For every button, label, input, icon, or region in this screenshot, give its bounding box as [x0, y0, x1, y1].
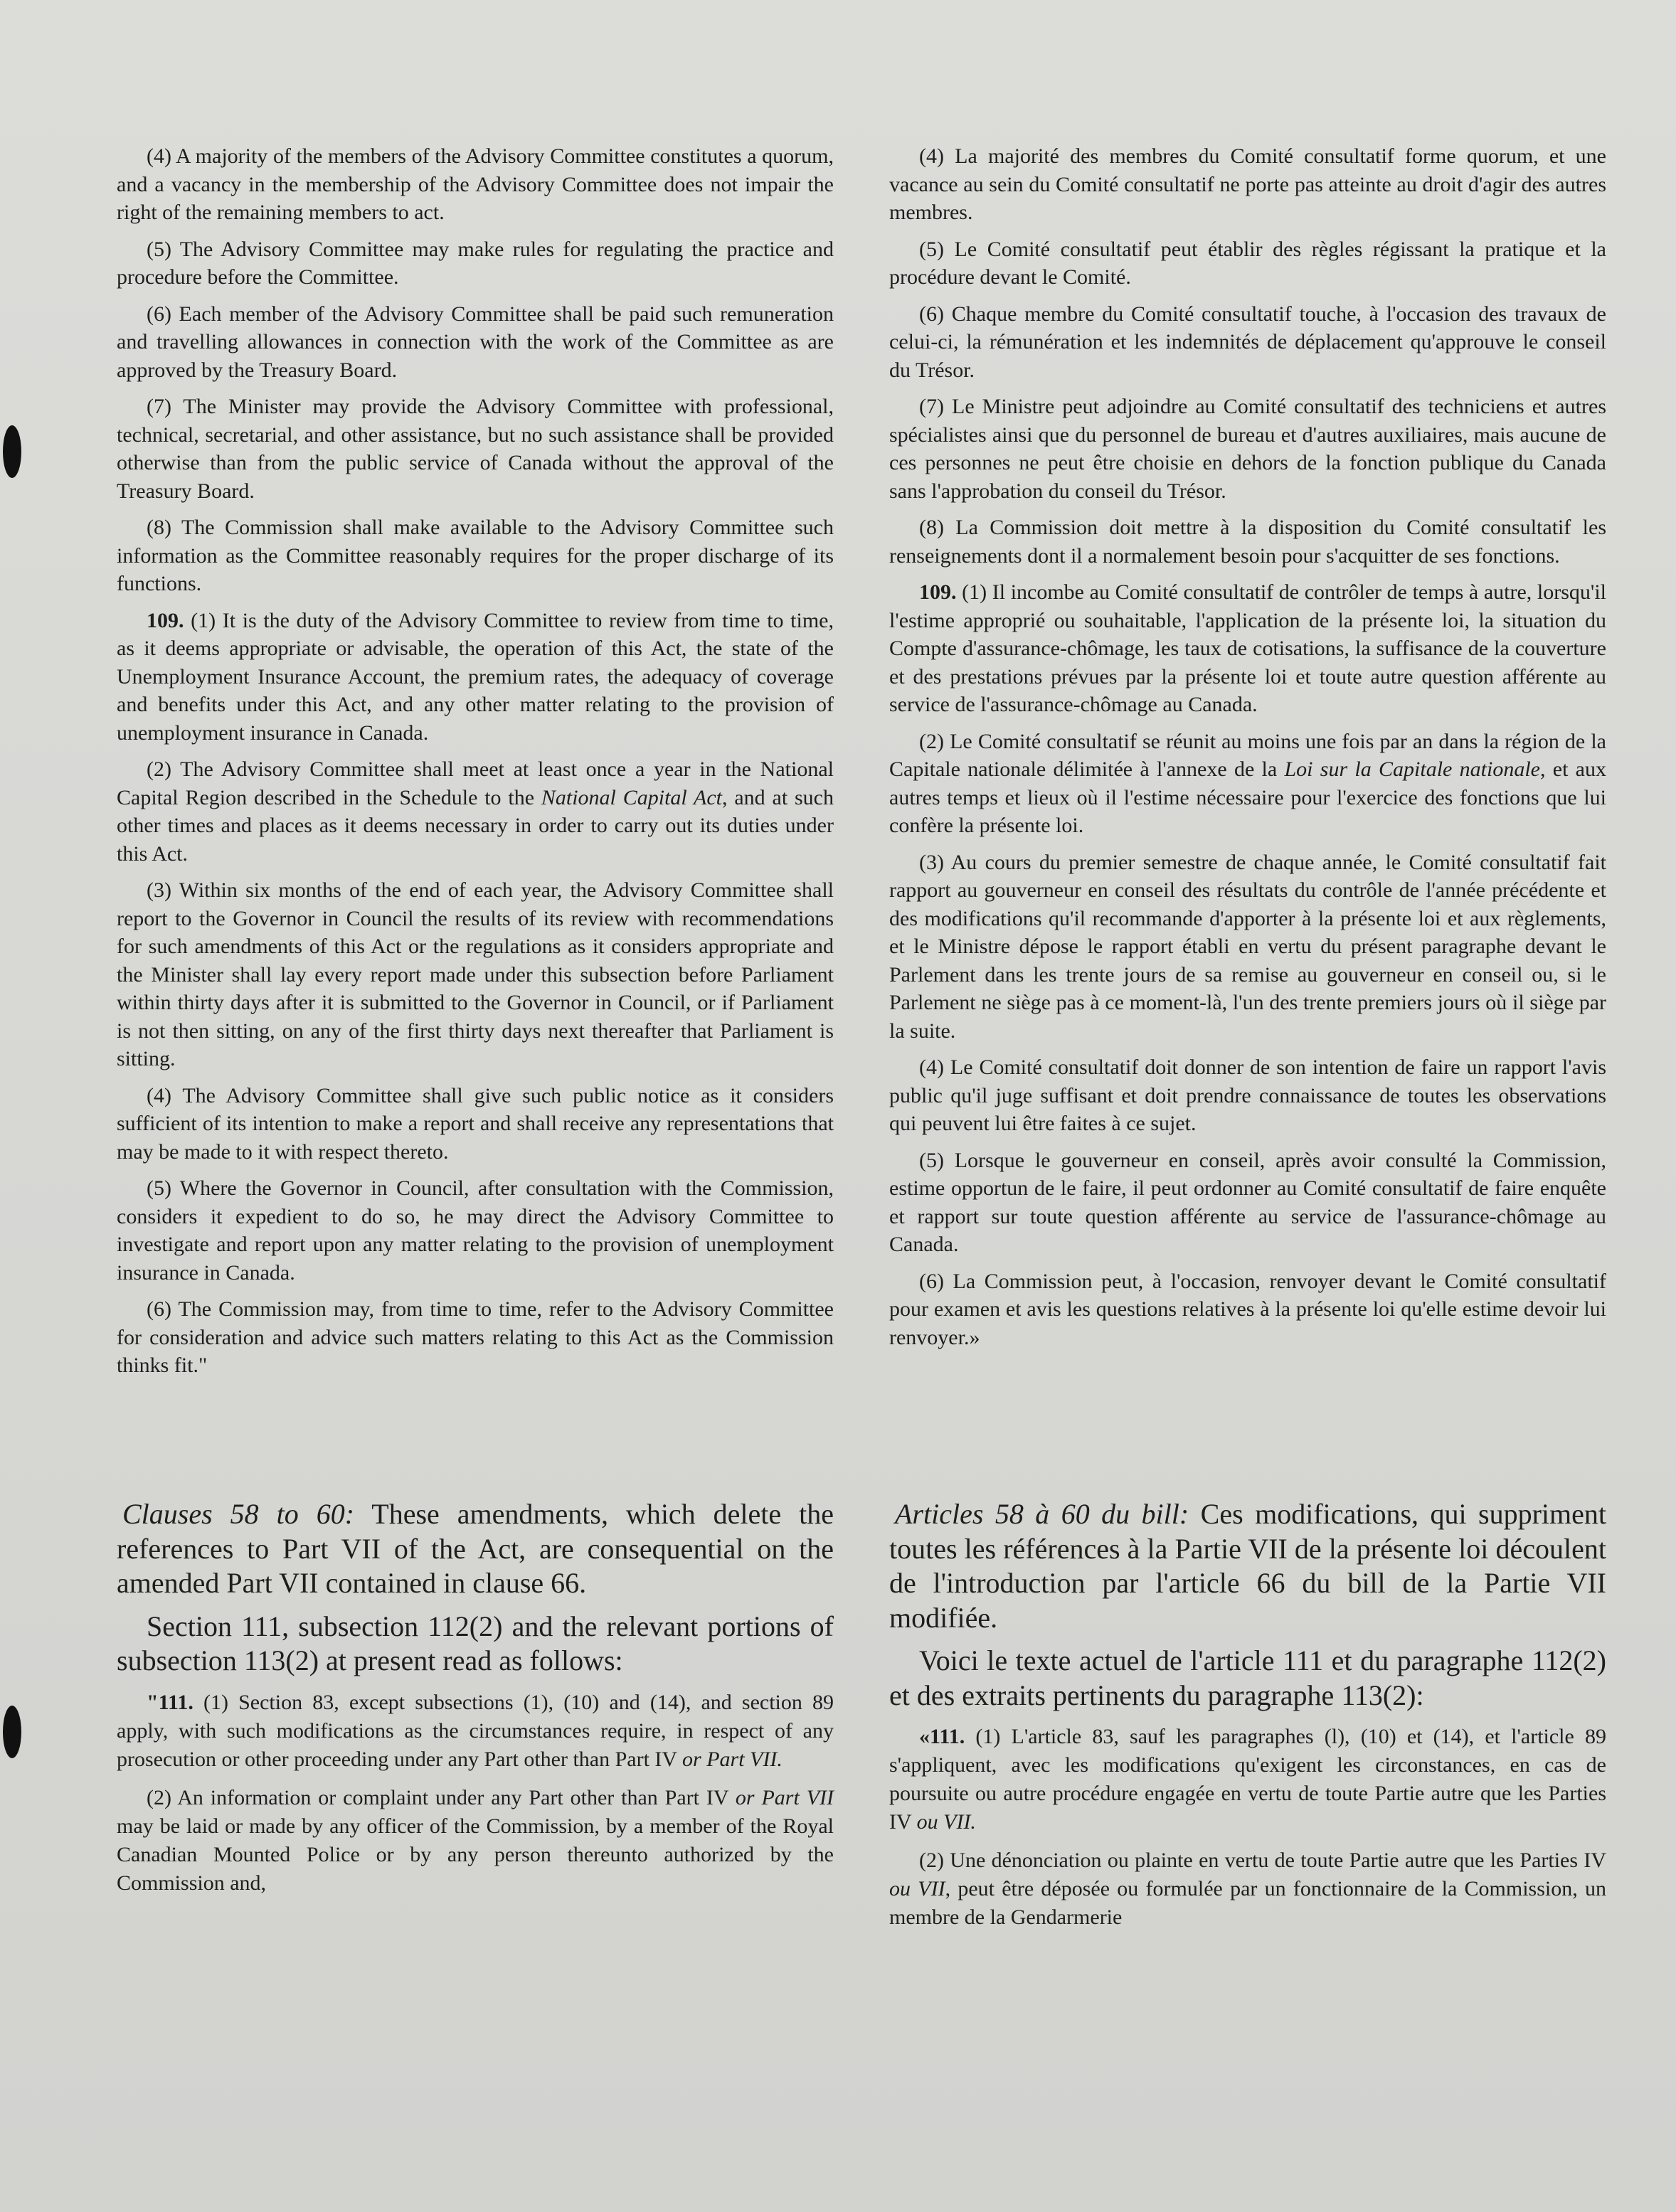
en-s108-7: (7) The Minister may provide the Advisory Committee with professional, technical, secretarial, and other assistance, but no such assistance shall be provided otherwise than from the public service of Canada without the approval of the Treasury Board.	[117, 395, 834, 503]
fr-s109-1: 109. (1) Il incombe au Comité consultatif de contrôler de temps à autre, lorsqu'il l'estime approprié ou souhaitable, l'application de la présente loi, la situation du Compte d'assurance-chômage, les taux de cotisations, la suffisance de la couverture et des prestations prévues par la présente loi et toute autre question afférente au service de l'assurance-chômage au Canada.	[889, 580, 1606, 716]
en-s109-2: (2) The Advisory Committee shall meet at least once a year in the National Capital Region described in the Schedule to the National Capital Act, and at such other times and places as it deems necessary in order to carry out its duties under this Act.	[117, 757, 834, 866]
en-s108-5: (5) The Advisory Committee may make rules for regulating the practice and procedure before the Committee.	[117, 237, 834, 289]
fr-section-intro: Voici le texte actuel de l'article 111 et du paragraphe 112(2) et des extraits pertinents du paragraphe 113(2):	[889, 1644, 1606, 1711]
en-clauses-note: Clauses 58 to 60: These amendments, which delete the references to Part VII of the Act, are consequential on the amended Part VII contained in clause 66.	[117, 1498, 834, 1599]
punch-hole-top	[3, 425, 21, 478]
punch-hole-bottom	[3, 1706, 21, 1758]
fr-s111-2: (2) Une dénonciation ou plainte en vertu de toute Partie autre que les Parties IV ou VII, peut être déposée ou formulée par un fonctionnaire de la Commission, un membre de la Gendarmerie	[889, 1849, 1606, 1929]
fr-clauses-note: Articles 58 à 60 du bill: Ces modifications, qui suppriment toutes les références à la Partie VII de la présente loi découlent de l'introduction par l'article 66 du bill de la Partie VII modifiée.	[889, 1498, 1606, 1634]
fr-s109-6: (6) La Commission peut, à l'occasion, renvoyer devant le Comité consultatif pour examen et avis les questions relatives à la présente loi qu'elle estime devoir lui renvoyer.»	[889, 1269, 1606, 1349]
fr-s109-number: 109.	[919, 580, 957, 604]
en-s108-6: (6) Each member of the Advisory Committee shall be paid such remuneration and travelling allowances in connection with the work of the Committee as are approved by the Treasury Board.	[117, 302, 834, 382]
fr-s108-8: (8) La Commission doit mettre à la disposition du Comité consultatif les renseignements dont il a normalement besoin pour s'acquitter de ses fonctions.	[889, 516, 1606, 568]
fr-s108-4: (4) La majorité des membres du Comité consultatif forme quorum, et une vacance au sein du Comité consultatif ne porte pas atteinte au droit d'agir des autres membres.	[889, 144, 1606, 224]
fr-s109-3: (3) Au cours du premier semestre de chaque année, le Comité consultatif fait rapport au gouverneur en conseil des résultats du contrôle de l'année précédente et des modifications qu'il recommande d'apporter à la présente loi et aux règlements, et le Ministre dépose le rapport établi en vertu du présent paragraphe devant le Parlement dans les trente jours de sa remise au gouverneur en conseil ou, si le Parlement ne siège pas à ce moment-là, l'un des trente premiers jours où il siège par la suite.	[889, 850, 1606, 1043]
fr-s108-5: (5) Le Comité consultatif peut établir des règles régissant la pratique et la procédure devant le Comité.	[889, 237, 1606, 289]
en-section-intro: Section 111, subsection 112(2) and the relevant portions of subsection 113(2) at present read as follows:	[117, 1610, 834, 1676]
en-s108-8: (8) The Commission shall make available to the Advisory Committee such information as the Committee reasonably requires for the proper discharge of its functions.	[117, 516, 834, 595]
french-column	[889, 142, 1606, 1360]
fr-s108-7: (7) Le Ministre peut adjoindre au Comité consultatif des techniciens et autres spécialistes ainsi que du personnel de bureau et d'autres auxiliaires, mais aucune de ces personnes ne peut être choisie en dehors de la fonction publique du Canada sans l'approbation du conseil du Trésor.	[889, 395, 1606, 503]
fr-s109-4: (4) Le Comité consultatif doit donner de son intention de faire un rapport l'avis public qu'il juge suffisant et doit prendre connaissance de toutes les observations qui peuvent lui être faites à ce sujet.	[889, 1056, 1606, 1135]
english-column	[117, 142, 834, 1388]
fr-s108-6: (6) Chaque membre du Comité consultatif touche, à l'occasion des travaux de celui-ci, la rémunération et les indemnités de déplacement qu'approuve le conseil du Trésor.	[889, 302, 1606, 382]
en-s111-1: "111. (1) Section 83, except subsections (1), (10) and (14), and section 89 apply, with such modifications as the circumstances require, in respect of any prosecution or other proceeding under any Part other than Part IV or Part VII.	[117, 1690, 834, 1771]
en-s111-2: (2) An information or complaint under any Part other than Part IV or Part VII may be laid or made by any officer of the Commission, by a member of the Royal Canadian Mounted Police or by any person thereunto authorized by the Commission and,	[117, 1785, 834, 1895]
fr-s111-1: «111. (1) L'article 83, sauf les paragraphes (l), (10) et (14), et l'article 89 s'appliquent, avec les modifications qu'exigent les circonstances, en cas de poursuite ou autre procédure engagée en vertu de toute Partie autre que les Parties IV ou VII.	[889, 1725, 1606, 1834]
en-s109-number: 109.	[147, 608, 184, 632]
en-s109-4: (4) The Advisory Committee shall give such public notice as it considers sufficient of its intention to make a report and shall receive any representations that may be made to it with respect thereto.	[117, 1083, 834, 1164]
fr-s109-2: (2) Le Comité consultatif se réunit au moins une fois par an dans la région de la Capitale nationale délimitée à l'annexe de la Loi sur la Capitale nationale, et aux autres temps et lieux où il l'estime nécessaire pour l'exercice des fonctions que lui confère la présente loi.	[889, 729, 1606, 837]
en-s109-5: (5) Where the Governor in Council, after consultation with the Commission, considers it expedient to do so, he may direct the Advisory Committee to investigate and report upon any matter relating to the provision of unemployment insurance in Canada.	[117, 1176, 834, 1285]
en-s109-3: (3) Within six months of the end of each year, the Advisory Committee shall report to the Governor in Council the results of its review with recommendations for such amendments of this Act or the regulations as it considers appropriate and the Minister shall lay every report made under this subsection before Parliament within thirty days after it is submitted to the Governor in Council, or if Parliament is not then sitting, on any of the first thirty days next thereafter that Parliament is sitting.	[117, 878, 834, 1070]
en-s109-1: 109. (1) It is the duty of the Advisory Committee to review from time to time, as it deems appropriate or advisable, the operation of this Act, the state of the Unemployment Insurance Account, the premium rates, the adequacy of coverage and benefits under this Act, and any other matter relating to the provision of unemployment insurance in Canada.	[117, 608, 834, 745]
english-lower-section	[117, 1497, 834, 1908]
en-s108-4: (4) A majority of the members of the Advisory Committee constitutes a quorum, and a vacancy in the membership of the Advisory Committee does not impair the right of the remaining members to act.	[117, 144, 834, 224]
en-s109-6: (6) The Commission may, from time to time, refer to the Advisory Committee for consideration and advice such matters relating to this Act as the Commission thinks fit."	[117, 1297, 834, 1377]
fr-s109-5: (5) Lorsque le gouverneur en conseil, après avoir consulté la Commission, estime opportun de le faire, il peut ordonner au Comité consultatif de faire enquête et rapport sur toute question afférente au service de l'assurance-chômage au Canada.	[889, 1148, 1606, 1256]
french-lower-section	[889, 1497, 1606, 1942]
